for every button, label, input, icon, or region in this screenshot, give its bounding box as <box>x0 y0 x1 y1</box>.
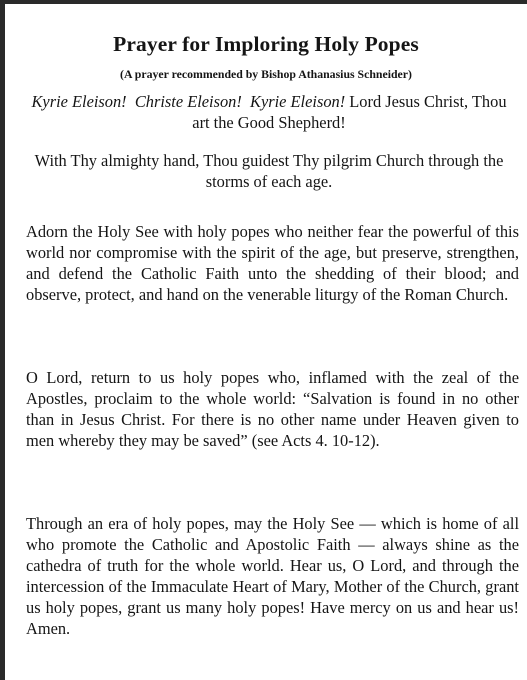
prayer-title: Prayer for Imploring Holy Popes <box>113 32 419 56</box>
christe: Christe Eleison! <box>134 92 242 111</box>
intro-invocation <box>29 91 509 133</box>
paragraph-era: Through an era of holy popes, may the Holy See — which is home of all who promote the Catholic and Apostolic Faith — always shine as the cathedra of truth for the whole world. Hear us, O Lord, and through the intercession of the Immaculate Heart of Mary, Mother of the Church, grant us holy popes, grant us many holy popes! Have mercy on us and hear us! Amen. <box>26 514 519 638</box>
prayer-subtitle: (A prayer recommended by Bishop Athanasius Schneider) <box>120 67 412 81</box>
almighty-hand-line: With Thy almighty hand, Thou guidest Thy pilgrim Church through the storms of each age. <box>34 151 504 191</box>
intro-rest: Lord Jesus Christ, Thou art the Good Shepherd! <box>192 92 507 132</box>
paragraph-return: O Lord, return to us holy popes who, inflamed with the zeal of the Apostles, proclaim to the whole world: “Salvation is found in no other than in Jesus Christ. For there is no other name under Heaven given to men whereby they may be saved” (see Acts 4. 10-12). <box>26 368 519 450</box>
prayer-card <box>5 4 527 680</box>
kyrie-2: Kyrie Eleison! <box>250 92 346 111</box>
kyrie-1: Kyrie Eleison! <box>31 92 127 111</box>
paragraph-adorn: Adorn the Holy See with holy popes who neither fear the powerful of this world nor compromise with the spirit of the age, but preserve, strengthen, and defend the Catholic Faith unto the shedding of their blood; and observe, protect, and hand on the venerable liturgy of the Roman Church. <box>26 222 519 304</box>
